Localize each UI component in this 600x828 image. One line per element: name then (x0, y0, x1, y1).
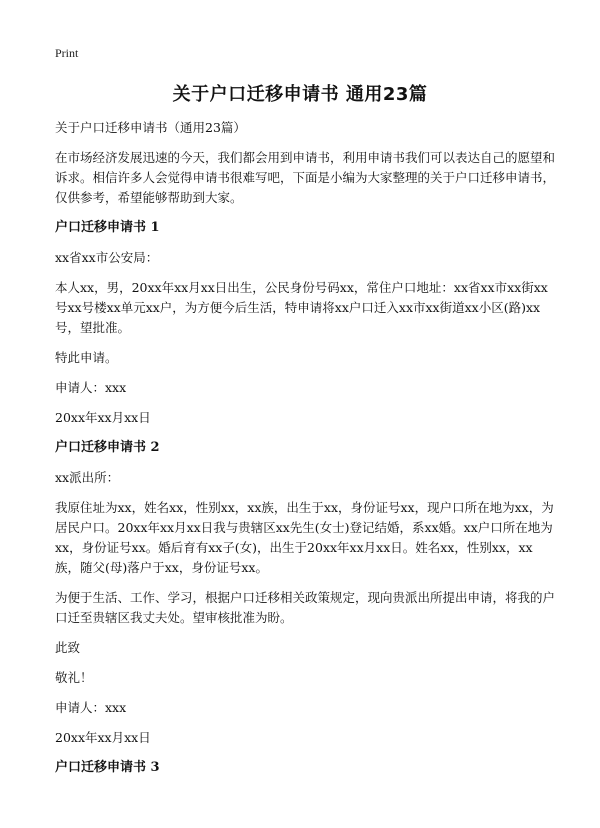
section-1-date: 20xx年xx月xx日 (55, 410, 151, 425)
section-heading-3: 户口迁移申请书 3 (55, 760, 160, 775)
section-1-body: 本人xx，男，20xx年xx月xx日出生，公民身份号码xx，常住户口地址：xx省xx市xx街xx号xx号楼xx单元xx户，为方便今后生活，特申请将xx户口迁入xx市xx街道xx小区(路)xx号，望批准。 (55, 280, 548, 335)
section-2-applicant: 申请人：xxx (55, 700, 127, 715)
section-2-date: 20xx年xx月xx日 (55, 730, 151, 745)
section-heading-2: 户口迁移申请书 2 (55, 440, 160, 455)
print-link[interactable]: Print (55, 46, 79, 60)
document-body (55, 118, 555, 788)
document-title: 关于户口迁移申请书 通用23篇 (172, 84, 428, 105)
section-2-closing-2: 敬礼！ (55, 670, 93, 685)
section-heading-1: 户口迁移申请书 1 (55, 220, 160, 235)
section-2-closing-1: 此致 (55, 640, 81, 655)
section-2-body-1: 我原住址为xx，姓名xx，性别xx，xx族，出生于xx，身份证号xx，现户口所在地为xx，为居民户口。20xx年xx月xx日我与贵辖区xx先生(女士)登记结婚，系xx婚。xx户口所在地为xx，身份证号xx。婚后育有xx子(女)，出生于20xx年xx月xx日。姓名xx，性别xx，xx族，随父(母)落户于xx，身份证号xx。 (55, 500, 554, 575)
section-1-closing: 特此申请。 (55, 350, 118, 365)
intro-paragraph: 在市场经济发展迅速的今天，我们都会用到申请书，利用申请书我们可以表达自己的愿望和诉求。相信许多人会觉得申请书很难写吧，下面是小编为大家整理的关于户口迁移申请书，仅供参考，希望能够帮助到大家。 (55, 150, 556, 205)
section-2-addressee: xx派出所： (55, 470, 120, 485)
document-subtitle: 关于户口迁移申请书（通用23篇） (55, 120, 246, 135)
section-1-applicant: 申请人：xxx (55, 380, 127, 395)
section-1-addressee: xx省xx市公安局： (55, 250, 159, 265)
section-2-body-2: 为便于生活、工作、学习，根据户口迁移相关政策规定，现向贵派出所提出申请，将我的户口迁至贵辖区我丈夫处。望审核批准为盼。 (55, 590, 556, 625)
